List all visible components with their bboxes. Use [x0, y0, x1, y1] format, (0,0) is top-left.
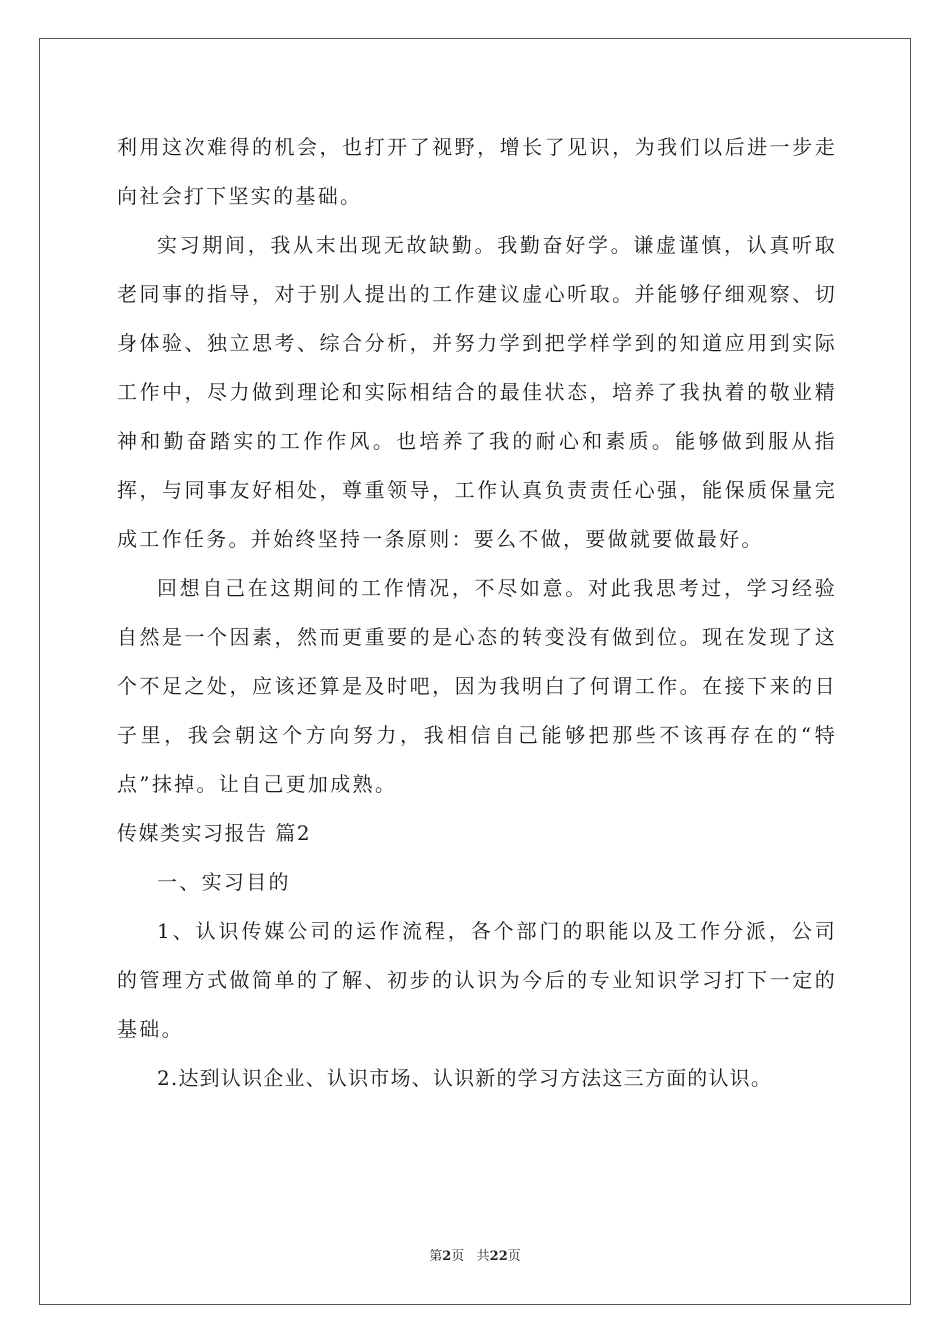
paragraph-4: 1、认识传媒公司的运作流程，各个部门的职能以及工作分派，公司的管理方式做简单的了解、初步的认识为今后的专业知识学习打下一定的基础。	[117, 919, 837, 1041]
paragraph-5: 2.达到认识企业、认识市场、认识新的学习方法这三方面的认识。	[157, 1066, 773, 1090]
footer-mid: 页 共	[451, 1249, 490, 1264]
section-title: 传媒类实习报告 篇2	[117, 821, 312, 845]
paragraph-2: 实习期间，我从末出现无故缺勤。我勤奋好学。谦虚谨慎，认真听取老同事的指导，对于别人提出的工作建议虚心听取。并能够仔细观察、切身体验、独立思考、综合分析，并努力学到把学样学到的知道应用到实际工作中，尽力做到理论和实际相结合的最佳状态，培养了我执着的敬业精神和勤奋踏实的工作作风。也培养了我的耐心和素质。能够做到服从指挥，与同事友好相处，尊重领导，工作认真负责责任心强，能保质保量完成工作任务。并始终坚持一条原则：要么不做，要做就要做最好。	[117, 233, 837, 551]
subsection-heading: 一、实习目的	[157, 870, 291, 894]
footer-prefix: 第	[429, 1249, 443, 1264]
document-body	[117, 123, 837, 1103]
paragraph-1: 利用这次难得的机会，也打开了视野，增长了见识，为我们以后进一步走向社会打下坚实的基础。	[117, 135, 837, 208]
footer-suffix: 页	[507, 1249, 521, 1264]
paragraph-3: 回想自己在这期间的工作情况，不尽如意。对此我思考过，学习经验自然是一个因素，然而更重要的是心态的转变没有做到位。现在发现了这个不足之处，应该还算是及时吧，因为我明白了何谓工作。在接下来的日子里，我会朝这个方向努力，我相信自己能够把那些不该再存在的“特点”抹掉。让自己更加成熟。	[117, 576, 837, 796]
footer-current-page: 2	[442, 1249, 452, 1264]
footer-total-pages: 22	[489, 1249, 508, 1264]
page-footer	[0, 1245, 950, 1264]
